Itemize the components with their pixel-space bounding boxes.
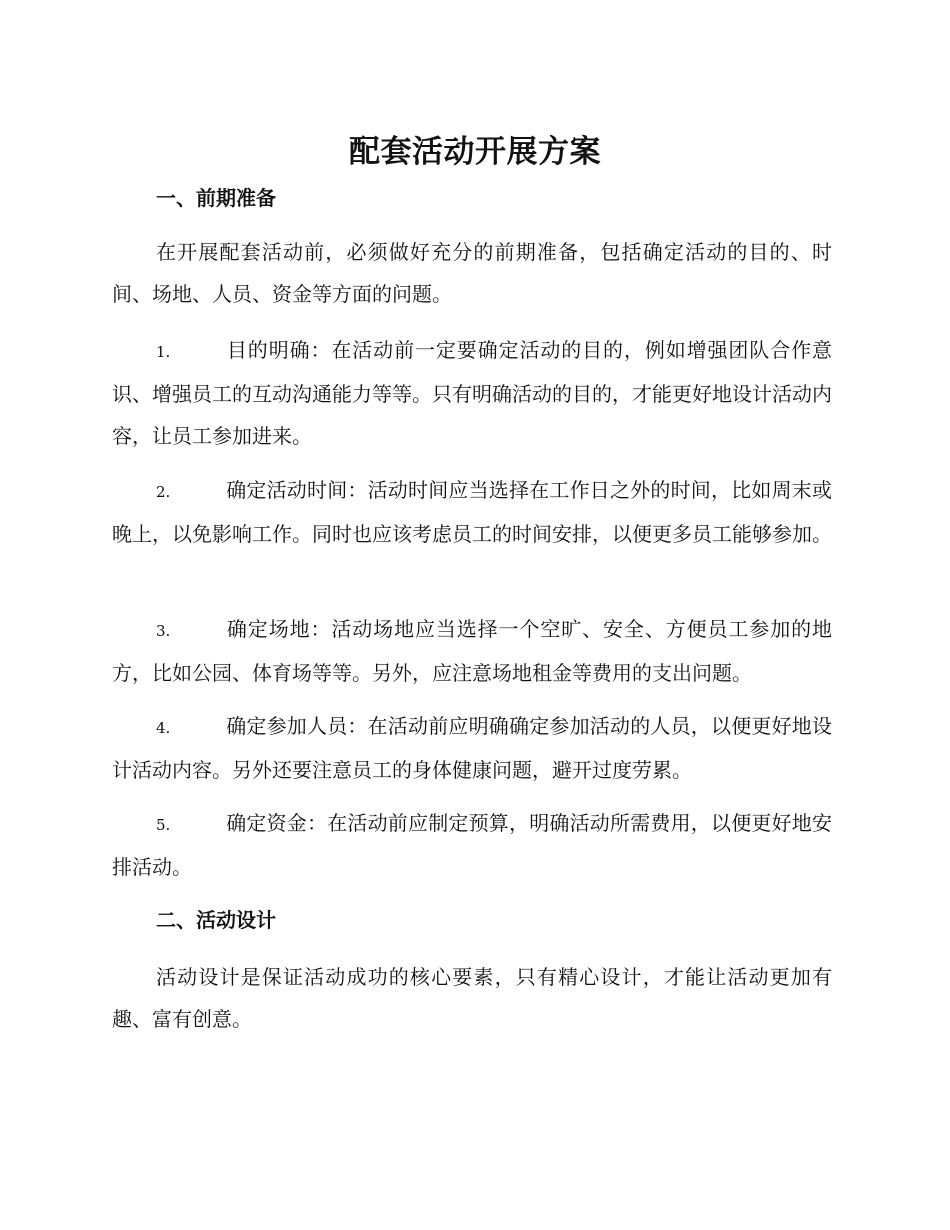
list-item bbox=[112, 802, 832, 888]
list-item-number: 1. bbox=[156, 343, 171, 361]
section-intro-activity-design: 活动设计是保证活动成功的核心要素，只有精心设计，才能让活动更加有趣、富有创意。 bbox=[112, 965, 832, 1031]
list-item-number: 3. bbox=[156, 622, 171, 640]
list-item-number: 5. bbox=[156, 816, 171, 834]
list-item-text: 确定资金：在活动前应制定预算，明确活动所需费用，以便更好地安排活动。 bbox=[112, 811, 832, 879]
list-item bbox=[112, 329, 832, 457]
list-item bbox=[112, 705, 832, 791]
list-item-text: 目的明确：在活动前一定要确定活动的目的，例如增强团队合作意识、增强员工的互动沟通能力等等。只有明确活动的目的，才能更好地设计活动内容，让员工参加进来。 bbox=[112, 338, 832, 448]
section-heading-preparation: 一、前期准备 bbox=[156, 186, 276, 210]
section-heading-activity-design: 二、活动设计 bbox=[156, 908, 276, 932]
list-item-number: 2. bbox=[156, 483, 171, 501]
list-item-text: 确定参加人员：在活动前应明确确定参加活动的人员，以便更好地设计活动内容。另外还要注意员工的身体健康问题，避开过度劳累。 bbox=[112, 714, 832, 782]
list-item-text: 确定活动时间：活动时间应当选择在工作日之外的时间，比如周末或晚上，以免影响工作。同时也应该考虑员工的时间安排，以便更多员工能够参加。 bbox=[112, 478, 832, 546]
list-item-number: 4. bbox=[156, 719, 171, 737]
list-item bbox=[112, 469, 832, 555]
document-title: 配套活动开展方案 bbox=[349, 134, 601, 170]
list-item bbox=[112, 608, 832, 694]
section-intro-preparation: 在开展配套活动前，必须做好充分的前期准备，包括确定活动的目的、时间、场地、人员、资金等方面的问题。 bbox=[112, 240, 832, 306]
list-item-text: 确定场地：活动场地应当选择一个空旷、安全、方便员工参加的地方，比如公园、体育场等等。另外，应注意场地租金等费用的支出问题。 bbox=[112, 617, 832, 685]
